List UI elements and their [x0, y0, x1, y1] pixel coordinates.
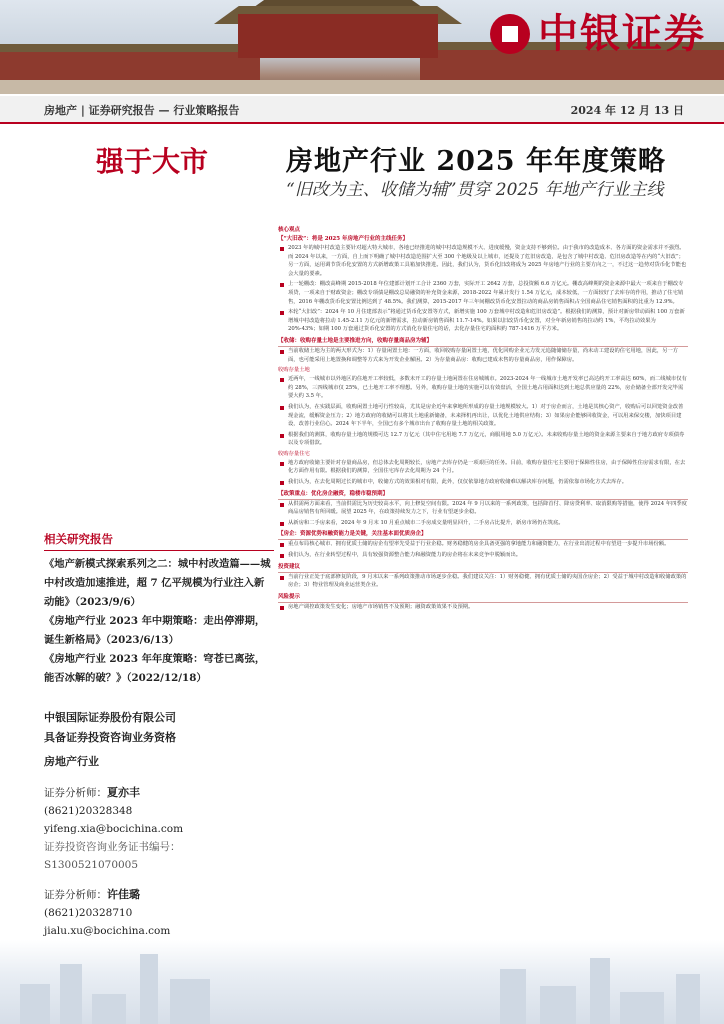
bullet-list	[278, 375, 688, 448]
analyst-name: 夏亦丰	[107, 786, 140, 799]
analyst-label: 证券分析师：	[44, 787, 107, 799]
palace-wall-left	[0, 52, 260, 80]
related-reports-heading: 相关研究报告	[44, 530, 274, 551]
subsection-heading: 收购存量住宅	[278, 450, 310, 457]
skyline-building	[140, 954, 158, 1024]
report-title: 房地产行业 2025 年年度策略	[286, 146, 666, 177]
analyst-name: 许佳璐	[107, 888, 140, 901]
bullet-item: 当前收储土地为主的两大形式为：1）存量闲置土地：一方面，收回收购存量闲置土地，优化回购企业元力发元追随储储存量，尚未动工建设的住宅用地，因此，另一方面，也可能采用上地置换和调整等方式来为开发企业解困。2）为存量商品房：收购已建成未售的存量商品房，用作保障房。	[278, 347, 688, 364]
skyline-building	[92, 994, 126, 1024]
footer-skyline	[0, 940, 724, 1024]
bullet-item: 当前行业正处于底部修复阶段，9 月末以来一系列政策推动市场逐步企稳。我们建议关注：1）财务稳健、拥有优质土储的央国企房企；2）受益于城中村改造和收储政策的房企；3）物业管理及商业运营类企业。	[278, 573, 688, 590]
industry-rating: 强于大市	[96, 145, 209, 178]
brand-name: 中银证券	[538, 10, 706, 57]
main-content	[278, 226, 688, 613]
section-heading: 投资建议	[278, 563, 688, 573]
skyline-building	[500, 969, 526, 1024]
report-topbar	[0, 96, 724, 124]
skyline-building	[590, 958, 610, 1024]
related-report: 《房地产行业 2023 年中期策略：走出停滞期，诞生新格局》（2023/6/13）	[44, 615, 266, 646]
bullet-list	[278, 573, 688, 590]
bullet-item: 从供需两方面来看，当前供需比为历史较高水平，向上修复空间有限。2024 年 9 月以来的一系列政策，包括降首付、降房贷利率、取消限购等措施，使得 2024 年四季度商品房销售有所回暖。展望 2025 年，在政策持续发力之下，行业有望逐步企稳。	[278, 500, 688, 517]
section-heading: 【收储：收购存量土地是主要推进方向，收购存量商品房为辅】	[278, 337, 688, 347]
analyst-label: 证券分析师：	[44, 889, 107, 901]
section-heading: 【“大旧改”：将是 2025 年房地产行业的主线任务】	[278, 236, 408, 242]
header-banner	[0, 0, 724, 94]
bullet-list	[278, 244, 688, 334]
bullet-item: 重点布局核心城市、拥有优质土储的房企有望率先受益于行业企稳。财务稳健的房企具备更强的拿地能力和融资能力，在行业出清过程中有望进一步提升市场份额。	[278, 540, 688, 549]
analyst-phone: (8621)20328348	[44, 805, 133, 817]
skyline-building	[170, 979, 210, 1024]
core-points-label: 核心观点	[278, 227, 301, 233]
report-date: 2024 年 12 月 13 日	[570, 104, 684, 117]
sidebar	[44, 530, 274, 976]
section-heading: 风险提示	[278, 593, 688, 603]
industry-label: 房地产行业	[44, 755, 99, 768]
analyst-email[interactable]: jialu.xu@bocichina.com	[44, 925, 171, 937]
bullet-item: 我们认为，在实践层面，收购闲置土地可行性较高，尤其是房企近年来拿地所形成的存量土地规模较大。1）对于房企而言，土地是其核心资产，收购后可以回笼资金改善现金流，缓解资金压力；2）地方政府的收储可以将其土地重新储备，未来择机再出让，以优化土地供应结构；3）如果房企能够回收资金，可以用来保交楼，加快项目建设，改善行业信心。2024 年下半年，全国已有多个城市出台了收购存量土地的相关政策。	[278, 403, 688, 429]
bullet-item: 2023 年的城中村改造主要针对超大特大城市，各地已经推进的城中村改造规模不大、进度缓慢，资金支持不够到位。由于我市的改造成本、各方面的资金需求并不强烈。而 2024 年以来，一方面，自上而下明确了城中村改造范围扩大至 300 个地级及以上城市，还提及了危旧房改造，是包含了城中村改造、危旧房改造等在内的“大旧改”；另一方面，运用调节货币化安置的方式新增政策工具箱加快推进。因此，我们认为，货币化旧改将成为 2025 年房地产行业的主要方向之一，不过这一趋势对货币化节能也会大量的要素。	[278, 244, 688, 278]
company-info: 中银国际证券股份有限公司 具备证券投资咨询业务资格	[44, 711, 176, 744]
skyline-building	[60, 964, 82, 1024]
brand-logo	[490, 12, 706, 56]
bullet-list	[278, 347, 688, 364]
analyst-phone: (8621)20328710	[44, 907, 133, 919]
skyline-building	[620, 992, 664, 1024]
skyline-building	[20, 984, 50, 1024]
report-category: 房地产 | 证券研究报告 — 行业策略报告	[44, 104, 240, 117]
bullet-item: 本轮“大旧改”：2024 年 10 月住建部表示“将通过货币化安置等方式，新增实施 100 万套城中村改造和危旧房改造”。根据我们的测算，预计对新房带动面积 100 万套新增城中村改造将拉动 1.45-2.11 万亿元的新增需求，拉动新房销售面积 11.7-14%。如果以旧改货币化安置，对全年新房销售的拉动约 1%，平均拉动效果为 20%-43%；如期 100 万套通过货币化安置的方式消化存量住宅的话，去化存量住宅的面积约 787-1416 万平方米。	[278, 308, 688, 334]
bullet-item: 房地产调控政策发生变化；房地产市场销售不及预期；融资政策效果不及预期。	[278, 603, 688, 612]
skyline-building	[540, 986, 576, 1024]
related-report: 《地产新模式探索系列之二：城中村改造篇——城中村改造加速推进，超 7 亿平规模为行业注入新动能》（2023/9/6）	[44, 558, 271, 608]
palace-hall	[238, 14, 438, 58]
related-report: 《房地产行业 2023 年年度策略：穹苍已离弦，能否冰解的破？》（2022/12/18）	[44, 653, 266, 684]
report-subtitle: “旧改为主、收储为辅”贯穿 2025 年地产行业主线	[286, 180, 664, 200]
bullet-item: 上一轮棚改：棚改高峰期 2015-2018 年位建部计划开工合计 2360 万套，实际开工 2642 万套，总投资额 6.6 万亿元。棚改高峰期的资金来源中最大一项来自于棚改专项贷，一项来自于财政资金；棚改专项债是棚改总局融资的补充资金来源，2018-2022 年累计发行 1.54 万亿元，成本较低，一方面较好了去库存的作用，推动了住宅销售，2016 年棚改货币化安置比例达到了 48.5%。我们测算，2015-2017 年三年间棚改货币化安置拉动的商品房销售面积占全国商品住宅销售面积的比重为 12.9%。	[278, 280, 688, 306]
bullet-item: 根据我们的测算，收购存量土地的规模可达 12.7 万亿元（其中住宅用地 7.7 万亿元，商服用地 5.0 万亿元）。未来收购存量土地的资金来源主要来自于地方政府专项债券以及专项借款。	[278, 431, 688, 448]
skyline-building	[676, 974, 700, 1024]
bullet-list	[278, 459, 688, 487]
bullet-item: 近两年，一线城市以外地区的住地开工率较低，多数未开工的存量土地闲置在住房城城市。2023-2024 年一线城市土地开发率已高达约开工率高达 60%，而二线城市仅有约 28%，三四线城市仅 25%，已土地开工率不理想。另外，收购存量土地的实施可以有效盘活，全国土地占用面积达到土地总供应量的 22%，房企储备全部开发完毕需要大约 3.5 年。	[278, 375, 688, 401]
bank-logo-icon	[490, 14, 530, 54]
bullet-list	[278, 603, 688, 612]
bullet-item: 我们认为，在行业转型过程中，具有较强资源整合能力和融资能力的房企将在未来竞争中脱颖而出。	[278, 551, 688, 560]
section-heading: 【房企：资源优势和融资能力是关键，关注基本面优质房企】	[278, 530, 688, 540]
bullet-list	[278, 540, 688, 559]
bullet-list	[278, 500, 688, 528]
analyst-block	[44, 784, 274, 874]
bullet-item: 地方政府收储主要针对存量商品房，但总体去化周期较长，房地产去库存仍是一项艰巨的任务。目前，收购存量住宅主要用于保障性住房，由于保障性住房需求有限，在去化方面作用有限。根据我们的测算，全国住宅库存去化周期为 24 个月。	[278, 459, 688, 476]
palace-ground	[0, 80, 724, 94]
analyst-email[interactable]: yifeng.xia@bocichina.com	[44, 823, 184, 835]
bullet-item: 我们认为，在去化周期过长的城市中，收储方式的效果相对有限，此外，仅仅依靠地方政府收储难以解决库存问题，仍需依靠市场化方式去库存。	[278, 478, 688, 487]
bullet-item: 从新房和二手房来看，2024 年 9 月末 10 月重点城市二手房成交量明显回升，二手房占比提升，新房市场仍在筑底。	[278, 519, 688, 528]
analyst-cert: 证券投资咨询业务证书编号：S1300521070005	[44, 841, 181, 871]
subsection-heading: 收购存量土地	[278, 367, 310, 374]
section-heading: 【政策重点：优化房企融资，稳楼市稳预期】	[278, 490, 688, 500]
